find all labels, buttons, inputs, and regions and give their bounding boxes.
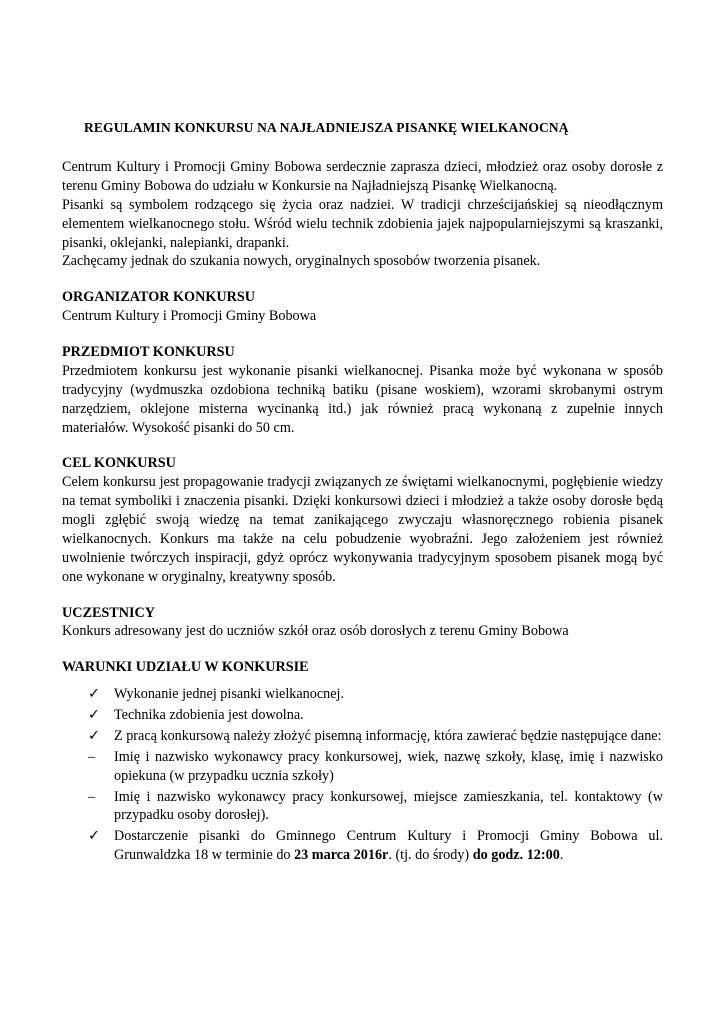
section-body-cel: Celem konkursu jest propagowanie tradycji związanych ze świętami wielkanocnymi, pogłębienie wiedzy na temat symboliki i znaczenia pisanki. Dzięki konkursowi dzieci i młodzież a także osoby dorosłe będą mogli zgłębić swoją wiedzę na temat zanikającego zwyczaju własnoręcznego robienia pisanek wielkanocnych. Konkurs ma także na celu pobudzenie wyobraźni. Jego założeniem jest również uwolnienie twórczych inspiracji, gdyż oprócz wykonywania tradycyjnym sposobem pisanek mogą być one wykonane w oryginalny, kreatywny sposób.: [62, 474, 663, 585]
list-item: [88, 685, 663, 704]
delivery-part3: .: [559, 847, 564, 864]
section-body-uczestnicy: Konkurs adresowany jest do uczniów szkół oraz osób dorosłych z terenu Gminy Bobowa: [62, 623, 569, 640]
list-item-delivery: [88, 827, 663, 865]
list-item: [88, 788, 663, 826]
section-heading-warunki: WARUNKI UDZIAŁU W KONKURSIE: [62, 659, 309, 676]
list-item-text: Wykonanie jednej pisanki wielkanocnej.: [114, 686, 345, 703]
conditions-list: [62, 685, 663, 865]
dash-icon: –: [88, 788, 96, 805]
section-heading-cel: CEL KONKURSU: [62, 455, 176, 472]
section-cel: [62, 454, 663, 586]
section-warunki: [62, 658, 663, 865]
list-item: [88, 748, 663, 786]
section-organizator: [62, 288, 663, 326]
check-icon: ✓: [88, 707, 100, 723]
list-item-text: Z pracą konkursową należy złożyć pisemną informację, która zawierać będzie następujące dane:: [114, 727, 662, 744]
list-item-text: Imię i nazwisko wykonawcy pracy konkursowej, miejsce zamieszkania, tel. kontaktowy (w przypadku osoby dorosłej).: [114, 788, 663, 824]
section-body-przedmiot: Przedmiotem konkursu jest wykonanie pisanki wielkanocnej. Pisanka może być wykonana w sposób tradycyjny (wydmuszka ozdobiona techniką batiku (pisane woskiem), wzorami skrobanymi ostrym narzędziem, oklejone misterna wycinanką itd.) jak również pracą wykonaną z zupełnie innych materiałów. Wysokość pisanki do 50 cm.: [62, 362, 663, 436]
intro-paragraph-3: Zachęcamy jednak do szukania nowych, oryginalnych sposobów tworzenia pisanek.: [62, 253, 541, 270]
delivery-part1: Dostarczenie pisanki do Gminnego Centrum Kultury i Promocji Gminy Bobowa ul. Grunwaldzka 18 w terminie do: [114, 828, 663, 864]
check-icon: ✓: [88, 828, 100, 845]
section-uczestnicy: [62, 604, 663, 642]
delivery-part2: . (tj. do środy): [388, 847, 473, 864]
list-item: [88, 727, 663, 746]
dash-icon: –: [88, 748, 96, 765]
delivery-date: 23 marca 2016r: [294, 847, 389, 864]
section-heading-przedmiot: PRZEDMIOT KONKURSU: [62, 344, 235, 360]
check-icon: ✓: [88, 686, 100, 703]
list-item-text: Imię i nazwisko wykonawcy pracy konkursowej, wiek, nazwę szkoły, klasę, imię i nazwisko opiekuna (w przypadku ucznia szkoły): [114, 748, 663, 784]
intro-paragraph-1: Centrum Kultury i Promocji Gminy Bobowa serdecznie zaprasza dzieci, młodzież oraz osoby dorosłe z terenu Gminy Bobowa do udziału w Konkursie na Najładniejszą Pisankę Wielkanocną.: [62, 159, 663, 194]
section-body-organizator: Centrum Kultury i Promocji Gminy Bobowa: [62, 308, 317, 325]
intro-paragraph-2: Pisanki są symbolem rodzącego się życia oraz nadziei. W tradicji chrześcijańskiej są nieodłącznym elementem wielkanocnego stołu. Wśród wielu technik zdobienia jajek najpopularniejszymi są kraszanki, pisanki, oklejanki, nalepianki, drapanki.: [62, 196, 663, 251]
list-item: [88, 706, 663, 725]
section-przedmiot: [62, 343, 663, 437]
delivery-time: do godz. 12:00: [472, 847, 560, 864]
page-title: REGULAMIN KONKURSU NA NAJŁADNIEJSZA PISANKĘ WIELKANOCNĄ: [84, 120, 569, 135]
section-heading-uczestnicy: UCZESTNICY: [62, 604, 156, 621]
list-item-text: Technika zdobienia jest dowolna.: [114, 707, 304, 723]
check-icon: ✓: [88, 727, 100, 744]
section-heading-organizator: ORGANIZATOR KONKURSU: [62, 289, 255, 306]
list-item-delivery-text: [114, 828, 663, 863]
